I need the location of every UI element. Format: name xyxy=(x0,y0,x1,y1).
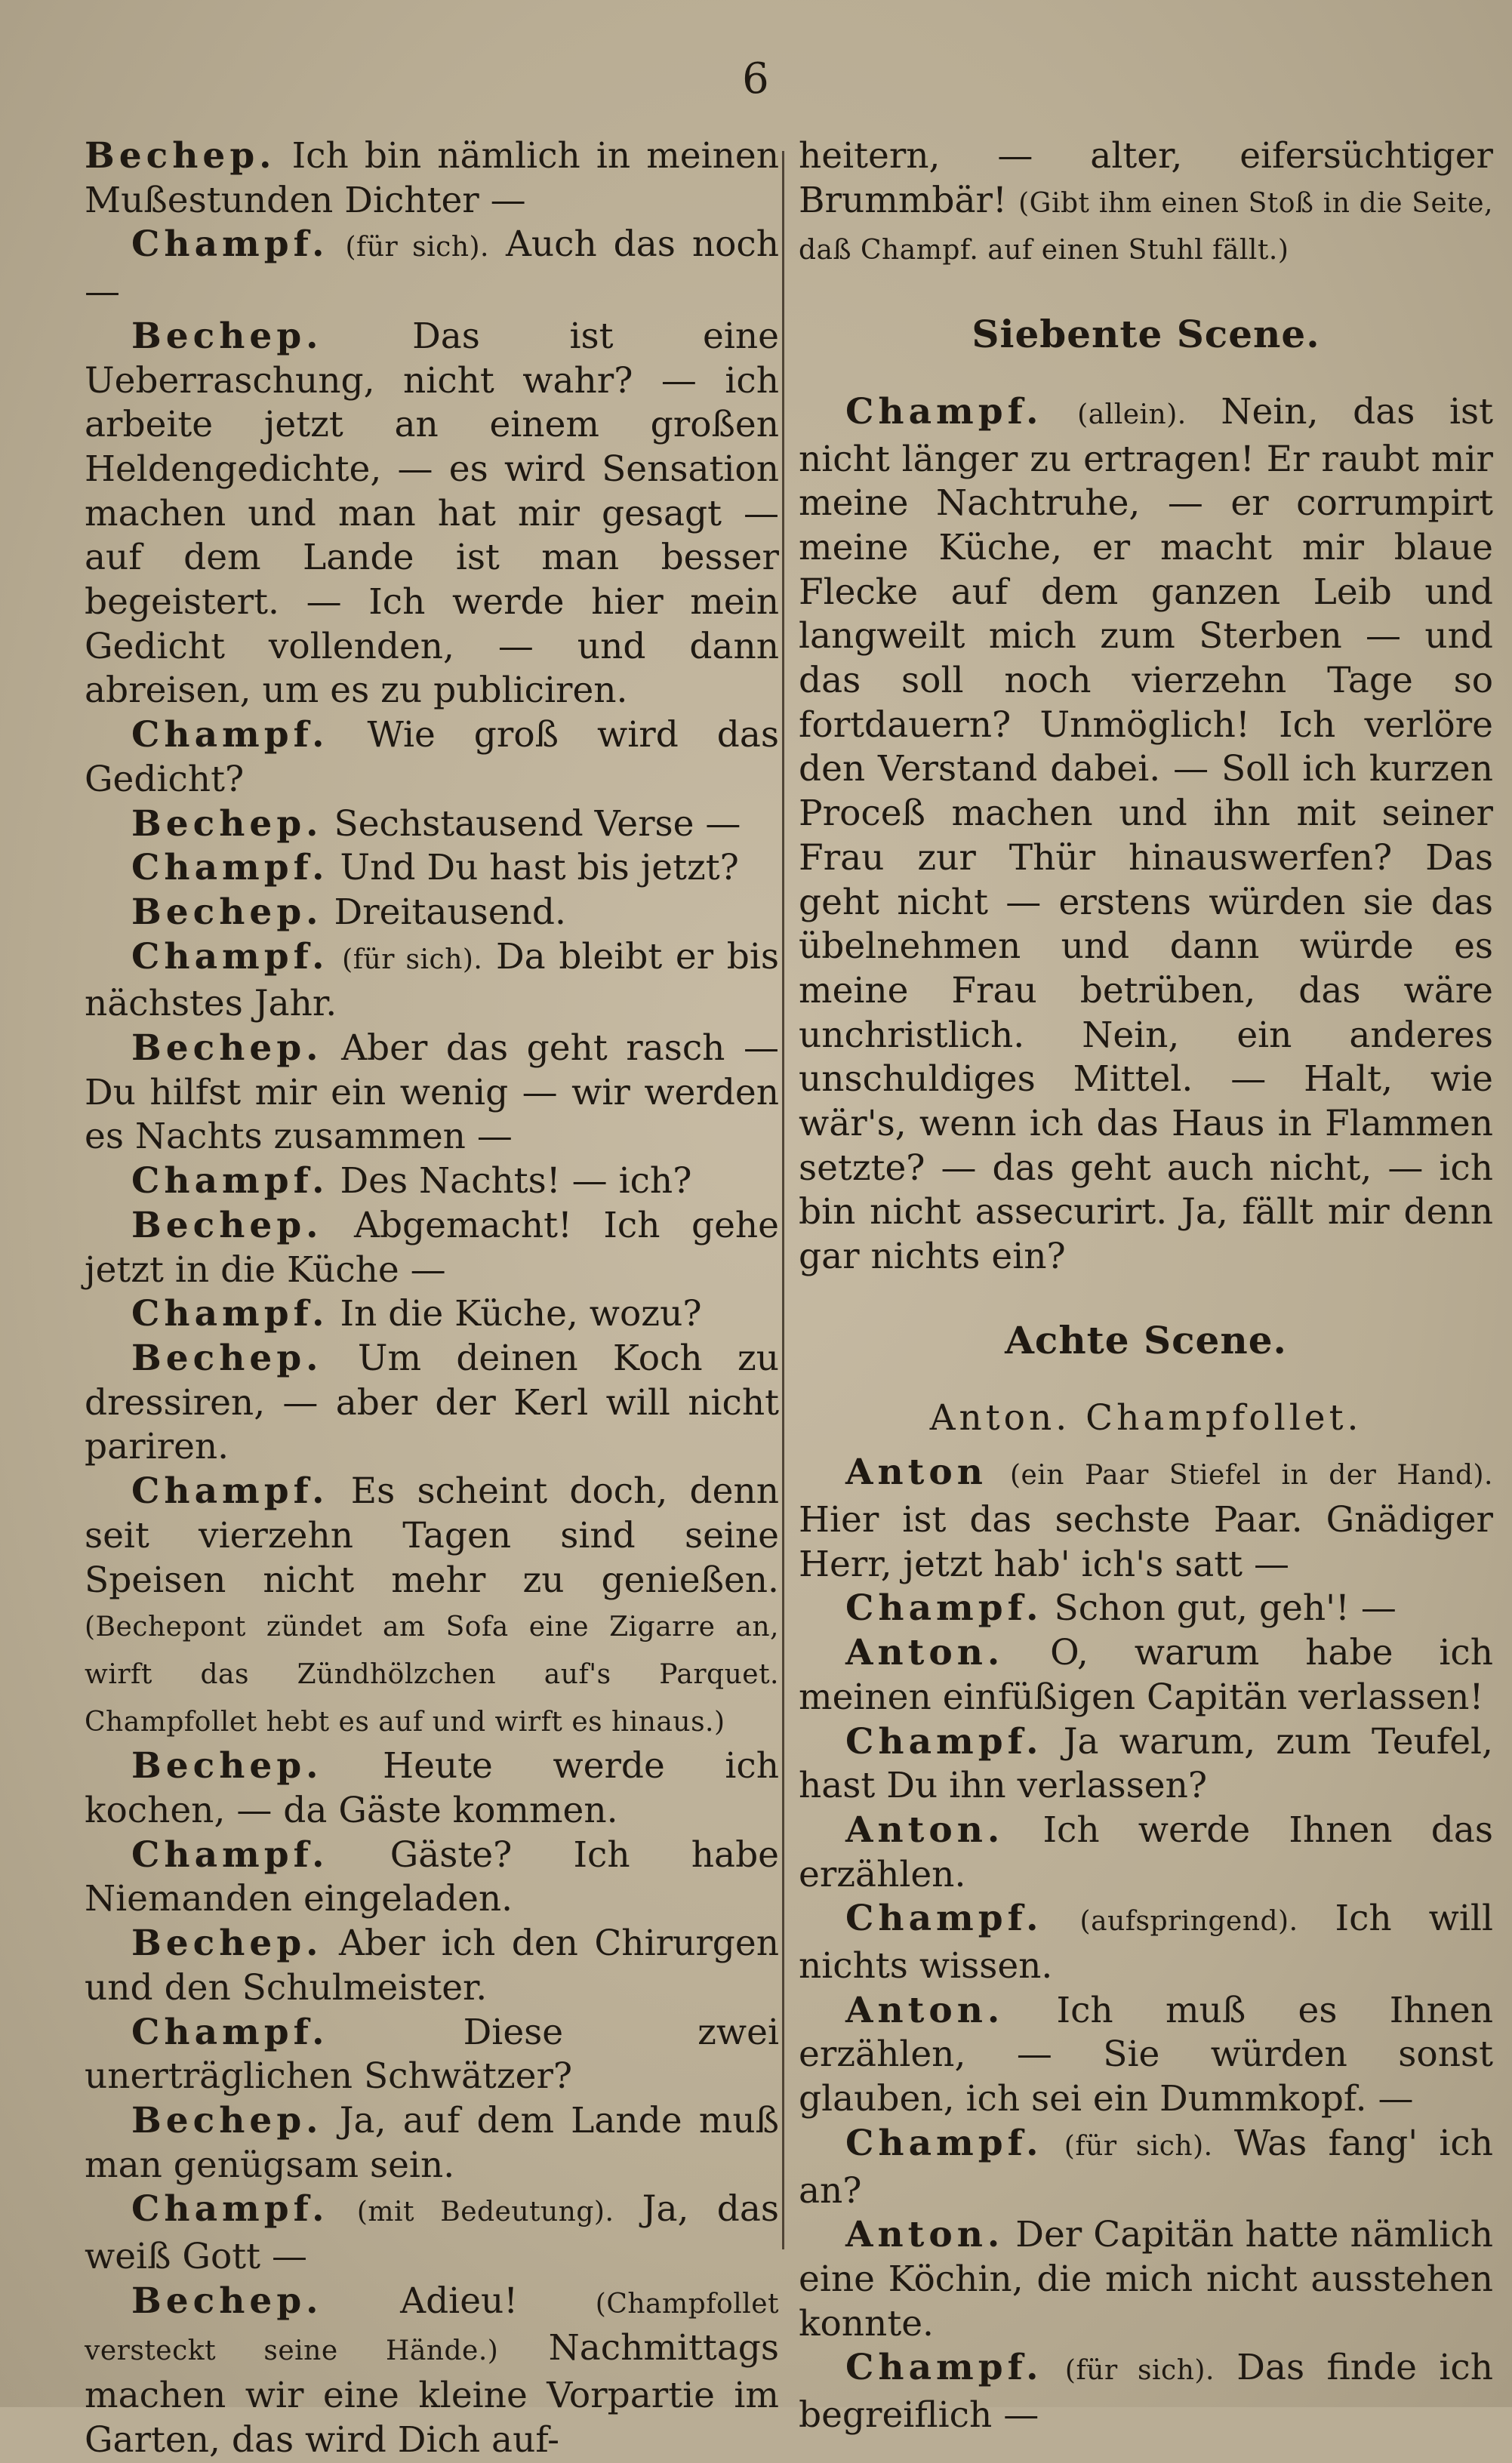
speaker: Champf. xyxy=(131,1160,329,1202)
dialogue-text: Da bleibt er bis nächstes Jahr. xyxy=(85,935,779,1025)
dialogue-text: In die Küche, wozu? xyxy=(340,1293,702,1335)
dialogue-line xyxy=(85,1744,779,1833)
speaker: Champf. xyxy=(131,1470,329,1513)
speaker: Champf. xyxy=(845,1720,1043,1763)
dialogue-line xyxy=(85,891,779,935)
speaker: Champf. xyxy=(845,390,1043,433)
dialogue-text: Ich bin nämlich in meinen Mußestunden Dichter — xyxy=(85,135,779,221)
dialogue-line xyxy=(85,1027,779,1159)
dialogue-line xyxy=(85,1159,779,1204)
speaker: Bechep. xyxy=(131,1923,323,1965)
dialogue-line xyxy=(85,1922,779,2010)
speaker: Champf. xyxy=(131,935,329,978)
dialogue-line xyxy=(799,1897,1493,1988)
dialogue-text: Ja warum, zum Teufel, hast Du ihn verlassen? xyxy=(799,1720,1493,1807)
stage-direction: (Bechepont zündet am Sofa eine Zigarre an, wirft das Zündhölzchen auf's Parquet. Champfollet hebt es auf und wirft es hinaus.) xyxy=(85,1612,779,1738)
dialogue-line xyxy=(85,1292,779,1337)
dialogue-text: Das ist eine Ueberraschung, nicht wahr? — ich arbeite jetzt an einem großen Heldengedichte, — es wird Sensation machen und man hat mir gesagt — auf dem Lande ist man besser begeistert. — Ich werde hier mein Gedicht vollenden, — und dann abreisen, um es zu publiciren. xyxy=(85,315,779,712)
speaker: Champf. xyxy=(131,223,329,266)
stage-direction: (mit Bedeutung). xyxy=(356,2197,614,2228)
stage-direction: (allein). xyxy=(1077,399,1187,430)
dialogue-line xyxy=(85,846,779,891)
speaker: Bechep. xyxy=(131,2280,323,2322)
stage-direction: (Champfollet versteckt seine Hände.) xyxy=(85,2288,779,2367)
scene-heading: Siebente Scene. xyxy=(972,312,1320,357)
stage-direction: (für sich). xyxy=(342,944,483,975)
dialogue-text: Dreitausend. xyxy=(334,891,566,933)
right-column xyxy=(799,134,1493,2437)
speaker: Bechep. xyxy=(131,1027,323,1070)
dialogue-text: Das finde ich begreiflich — xyxy=(799,2347,1493,2437)
dialogue-text: Nachmittags machen wir eine kleine Vorpartie im Garten, das wird Dich auf- xyxy=(85,2327,779,2461)
left-column xyxy=(85,134,779,2461)
dialogue-text: Ja, auf dem Lande muß man genügsam sein. xyxy=(85,2099,779,2186)
dialogue-line xyxy=(85,223,779,314)
dialogue-text: Es scheint doch, denn seit vierzehn Tagen sind seine Speisen nicht mehr zu genießen. xyxy=(85,1470,779,1601)
speaker: Champf. xyxy=(845,1587,1043,1630)
dialogue-line xyxy=(799,1587,1493,1631)
dialogue-text: Und Du hast bis jetzt? xyxy=(340,847,739,889)
dialogue-text: Ich werde Ihnen das erzählen. xyxy=(799,1809,1493,1895)
dialogue-line xyxy=(85,2011,779,2099)
dialogue-line xyxy=(85,1337,779,1470)
speaker: Bechep. xyxy=(85,135,276,177)
speaker: Bechep. xyxy=(131,1745,323,1787)
dialogue-text: Was fang' ich an? xyxy=(799,2122,1493,2212)
dialogue-text: Schon gut, geh'! — xyxy=(1054,1587,1397,1630)
dialogue-text: Sechstausend Verse — xyxy=(334,802,741,845)
page-number: 6 xyxy=(742,54,770,103)
stage-direction: (für sich). xyxy=(1064,2130,1213,2162)
dialogue-line xyxy=(85,315,779,713)
dialogue-line xyxy=(799,1631,1493,1719)
column-divider xyxy=(782,151,784,2249)
speaker: Anton. xyxy=(845,1809,1005,1851)
speaker: Champf. xyxy=(131,1293,329,1335)
stage-direction: (Gibt ihm einen Stoß in die Seite, daß Champf. auf einen Stuhl fällt.) xyxy=(799,187,1493,266)
speaker: Anton. xyxy=(845,2214,1005,2256)
speaker: Bechep. xyxy=(131,315,323,357)
speaker: Bechep. xyxy=(131,802,323,845)
dialogue-text: Adieu! xyxy=(400,2280,519,2322)
dialogue-text: heitern, — alter, eifersüchtiger Brummbär! xyxy=(799,135,1493,221)
dialogue-text: Um deinen Koch zu dressiren, — aber der Kerl will nicht pariren. xyxy=(85,1337,779,1468)
dialogue-text: Aber das geht rasch — Du hilfst mir ein wenig — wir werden es Nachts zusammen — xyxy=(85,1027,779,1158)
dialogue-text: Ich muß es Ihnen erzählen, — Sie würden sonst glauben, ich sei ein Dummkopf. — xyxy=(799,1989,1493,2120)
speaker: Champf. xyxy=(131,2011,329,2053)
speaker: Bechep. xyxy=(131,1204,323,1246)
continuation-line xyxy=(85,134,779,223)
dialogue-text: Gäste? Ich habe Niemanden eingeladen. xyxy=(85,1833,779,1920)
dialogue-text: Ich will nichts wissen. xyxy=(799,1898,1493,1987)
dialogue-line xyxy=(799,1720,1493,1809)
speaker: Bechep. xyxy=(131,891,323,933)
dialogue-line xyxy=(85,2099,779,2187)
speaker: Bechep. xyxy=(131,1337,323,1379)
dialogue-text: Ja, das weiß Gott — xyxy=(85,2188,779,2278)
continuation-line xyxy=(799,134,1493,273)
dialogue-line xyxy=(799,2213,1493,2346)
dialogue-line xyxy=(85,713,779,802)
dialogue-line xyxy=(799,2346,1493,2437)
speaker: Anton. xyxy=(845,1632,1005,1674)
speaker: Champf. xyxy=(131,847,329,889)
dialogue-text: Aber ich den Chirurgen und den Schulmeister. xyxy=(85,1923,779,2009)
dialogue-line xyxy=(85,2187,779,2279)
speaker: Champf. xyxy=(845,2122,1043,2164)
dialogue-line xyxy=(799,1809,1493,1897)
dialogue-line xyxy=(799,1989,1493,2122)
dialogue-line xyxy=(799,390,1493,1279)
dialogue-text: Nein, das ist nicht länger zu ertragen! Er raubt mir meine Nachtruhe, — er corrumpirt meine Küche, er macht mir blaue Flecke auf dem ganzen Leib und langweilt mich zum Sterben — und das soll noch vierzehn Tage so fortdauern? Unmöglich! Ich verlöre den Verstand dabei. — Soll ich kurzen Proceß machen und ihn mit seiner Frau zur Thür hinauswerfen? Das geht nicht — erstens würden sie das übelnehmen und dann würde es meine Frau betrüben, das wäre unchristlich. Nein, ein anderes unschuldiges Mittel. — Halt, wie wär's, wenn ich das Haus in Flammen setzte? — das geht auch nicht, — ich bin nicht assecurirt. Ja, fällt mir denn gar nichts ein? xyxy=(799,390,1493,1278)
dialogue-text: Heute werde ich kochen, — da Gäste kommen. xyxy=(85,1745,779,1832)
speaker: Champf. xyxy=(845,2347,1043,2389)
dialogue-line xyxy=(85,2280,779,2463)
dialogue-line xyxy=(799,1451,1493,1587)
speaker: Anton. xyxy=(845,1989,1005,2031)
speaker: Anton xyxy=(845,1452,987,1494)
dialogue-line xyxy=(85,1470,779,1744)
dialogue-line xyxy=(85,1833,779,1922)
dialogue-text: Diese zwei unerträglichen Schwätzer? xyxy=(85,2011,779,2098)
scene-heading: Achte Scene. xyxy=(1005,1317,1287,1362)
speaker: Champf. xyxy=(131,2188,329,2231)
dialogue-text: Des Nachts! — ich? xyxy=(340,1160,692,1202)
dialogue-text: O, warum habe ich meinen einfüßigen Capitän verlassen! xyxy=(799,1632,1493,1718)
dialogue-line xyxy=(799,2122,1493,2213)
dialogue-text: Abgemacht! Ich gehe jetzt in die Küche — xyxy=(85,1204,779,1291)
stage-direction: (für sich). xyxy=(1064,2355,1215,2387)
dialogue-text: Der Capitän hatte nämlich eine Köchin, die mich nicht ausstehen konnte. xyxy=(799,2214,1493,2344)
dialogue-line xyxy=(85,802,779,847)
dialogue-text: Hier ist das sechste Paar. Gnädiger Herr, jetzt hab' ich's satt — xyxy=(799,1498,1493,1585)
speaker: Champf. xyxy=(131,714,329,756)
speaker: Bechep. xyxy=(131,2099,323,2141)
dialogue-line xyxy=(85,935,779,1027)
dialogue-text: Auch das noch — xyxy=(85,223,779,313)
scene-cast: Anton. Champfollet. xyxy=(929,1396,1363,1439)
speaker: Champf. xyxy=(131,1833,329,1876)
stage-direction: (für sich). xyxy=(345,232,490,263)
dialogue-line xyxy=(85,1204,779,1292)
dialogue-text: Wie groß wird das Gedicht? xyxy=(85,714,779,800)
stage-direction: (aufspringend). xyxy=(1079,1906,1298,1938)
speaker: Champf. xyxy=(845,1898,1043,1940)
stage-direction: (ein Paar Stiefel in der Hand). xyxy=(1009,1460,1493,1492)
